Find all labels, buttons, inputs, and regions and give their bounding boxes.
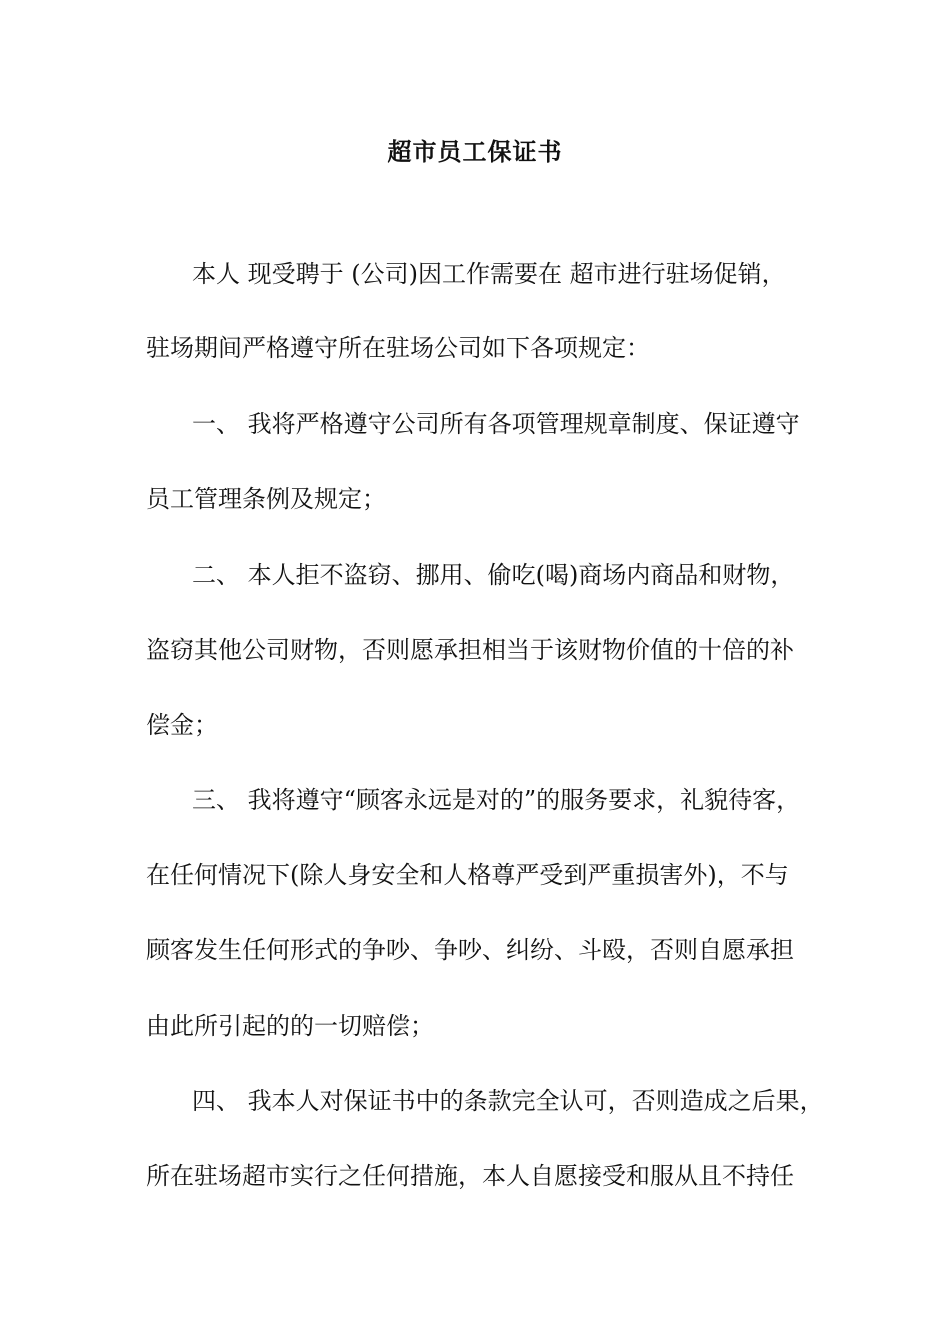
clause-three-line: 三、 我将遵守“顾客永远是对的”的服务要求，礼貌待客， [192,786,801,814]
clause-three-line: 顾客发生任何形式的争吵、争吵、纠纷、斗殴，否则自愿承担 [146,936,794,964]
clause-four-line: 四、 我本人对保证书中的条款完全认可，否则造成之后果， [192,1087,824,1115]
clause-two-line: 盗窃其他公司财物，否则愿承担相当于该财物价值的十倍的补 [146,636,794,664]
clause-four-line: 所在驻场超市实行之任何措施，本人自愿接受和服从且不持任 [146,1162,794,1190]
clause-two-line: 二、 本人拒不盗窃、挪用、偷吃(喝)商场内商品和财物， [192,561,795,589]
clause-three-line: 由此所引起的的一切赔偿； [146,1012,434,1040]
document-title: 超市员工保证书 [387,137,563,166]
paragraph-line: 本人 现受聘于 (公司)因工作需要在 超市进行驻场促销， [192,260,786,288]
clause-one-line: 一、 我将严格遵守公司所有各项管理规章制度、保证遵守 [192,410,800,438]
clause-three-line: 在任何情况下(除人身安全和人格尊严受到严重损害外)，不与 [146,861,789,889]
paragraph-line: 驻场期间严格遵守所在驻场公司如下各项规定： [146,334,650,362]
clause-two-line: 偿金； [146,711,218,739]
clause-one-line: 员工管理条例及规定； [146,485,386,513]
